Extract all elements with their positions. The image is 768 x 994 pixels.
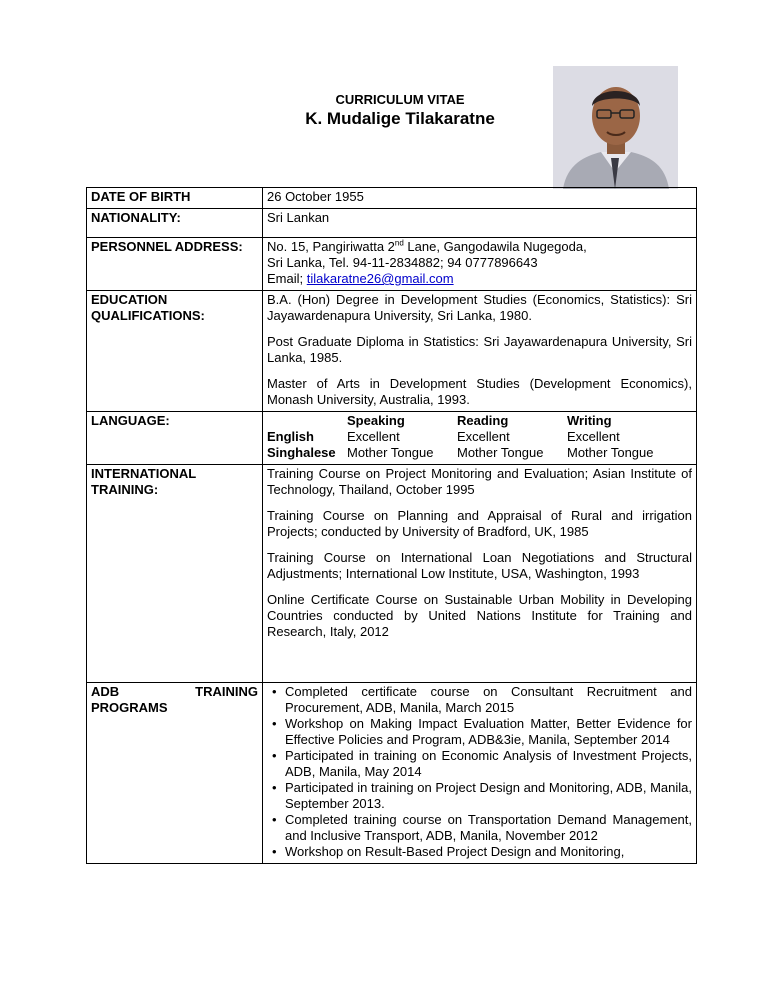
language-name: English bbox=[267, 429, 314, 444]
language-grid bbox=[267, 413, 692, 461]
table-row bbox=[87, 683, 697, 864]
dob-value: 26 October 1955 bbox=[263, 188, 697, 209]
portrait-icon bbox=[553, 66, 678, 189]
language-level: Mother Tongue bbox=[567, 445, 654, 460]
adb-training-value bbox=[263, 683, 697, 864]
training-item: Training Course on Planning and Appraisal of Rural and irrigation Projects; conducted by University of Bradford, UK, 1985 bbox=[267, 508, 692, 539]
nationality-value: Sri Lankan bbox=[263, 209, 697, 238]
table-row bbox=[87, 188, 697, 209]
language-header bbox=[267, 413, 347, 429]
language-header: Speaking bbox=[347, 413, 405, 428]
list-item: • Workshop on Result-Based Project Design and Monitoring, bbox=[285, 844, 692, 860]
list-item: • Participated in training on Project Design and Monitoring, ADB, Manila, September 2013. bbox=[285, 780, 692, 812]
education-label: EDUCATION QUALIFICATIONS: bbox=[87, 291, 263, 412]
international-training-label: INTERNATIONAL TRAINING: bbox=[87, 465, 263, 683]
cv-table bbox=[86, 187, 697, 864]
table-row bbox=[87, 412, 697, 465]
profile-photo bbox=[553, 66, 678, 189]
nationality-label: NATIONALITY: bbox=[87, 209, 263, 238]
address-line1-start: No. 15, Pangiriwatta 2 bbox=[267, 239, 395, 254]
email-label: Email; bbox=[267, 271, 307, 286]
education-value bbox=[263, 291, 697, 412]
dob-label: DATE OF BIRTH bbox=[87, 188, 263, 209]
language-header: Reading bbox=[457, 413, 509, 428]
address-value bbox=[263, 238, 697, 291]
language-level: Excellent bbox=[457, 429, 510, 444]
person-name: K. Mudalige Tilakaratne bbox=[305, 109, 495, 128]
list-item: • Completed certificate course on Consultant Recruitment and Procurement, ADB, Manila, March 2015 bbox=[285, 684, 692, 716]
education-item: Post Graduate Diploma in Statistics: Sri Jayawardenapura University, Sri Lanka, 1985. bbox=[267, 334, 692, 365]
list-item: • Completed training course on Transportation Demand Management, and Inclusive Transport, ADB, Manila, November 2012 bbox=[285, 812, 692, 844]
language-level: Mother Tongue bbox=[347, 445, 434, 460]
language-level: Mother Tongue bbox=[457, 445, 544, 460]
list-item: • Participated in training on Economic Analysis of Investment Projects, ADB, Manila, May 2014 bbox=[285, 748, 692, 780]
address-ordinal-suffix: nd bbox=[394, 238, 404, 248]
adb-training-list bbox=[267, 684, 692, 860]
language-level: Excellent bbox=[347, 429, 400, 444]
language-value bbox=[263, 412, 697, 465]
table-row bbox=[87, 238, 697, 291]
language-label: LANGUAGE: bbox=[87, 412, 263, 465]
education-item: Master of Arts in Development Studies (Development Economics), Monash University, Australia, 1993. bbox=[267, 376, 692, 407]
language-level: Excellent bbox=[567, 429, 620, 444]
language-header: Writing bbox=[567, 413, 612, 428]
training-item: Training Course on Project Monitoring and Evaluation; Asian Institute of Technology, Thailand, October 1995 bbox=[267, 466, 692, 497]
adb-training-label: ADB TRAINING PROGRAMS bbox=[87, 683, 263, 864]
address-label: PERSONNEL ADDRESS: bbox=[87, 238, 263, 291]
table-row bbox=[87, 465, 697, 683]
address-line1-end: Lane, Gangodawila Nugegoda, bbox=[403, 239, 587, 254]
email-link[interactable]: tilakaratne26@gmail.com bbox=[306, 271, 454, 286]
table-row bbox=[87, 291, 697, 412]
education-item: B.A. (Hon) Degree in Development Studies (Economics, Statistics): Sri Jayawardenapura University, Sri Lanka, 1980. bbox=[267, 292, 692, 323]
international-training-value bbox=[263, 465, 697, 683]
table-row bbox=[87, 209, 697, 238]
training-item: Training Course on International Loan Negotiations and Structural Adjustments; International Low Institute, USA, Washington, 1993 bbox=[267, 550, 692, 581]
training-item: Online Certificate Course on Sustainable Urban Mobility in Developing Countries conducted by United Nations Institute for Training and Research, Italy, 2012 bbox=[267, 592, 692, 639]
document-heading: CURRICULUM VITAE bbox=[335, 92, 465, 107]
list-item: • Workshop on Making Impact Evaluation Matter, Better Evidence for Effective Policies and Program, ADB&3ie, Manila, September 2014 bbox=[285, 716, 692, 748]
address-line2: Sri Lanka, Tel. 94-11-2834882; 94 0777896643 bbox=[267, 255, 538, 270]
language-name: Singhalese bbox=[267, 445, 336, 460]
